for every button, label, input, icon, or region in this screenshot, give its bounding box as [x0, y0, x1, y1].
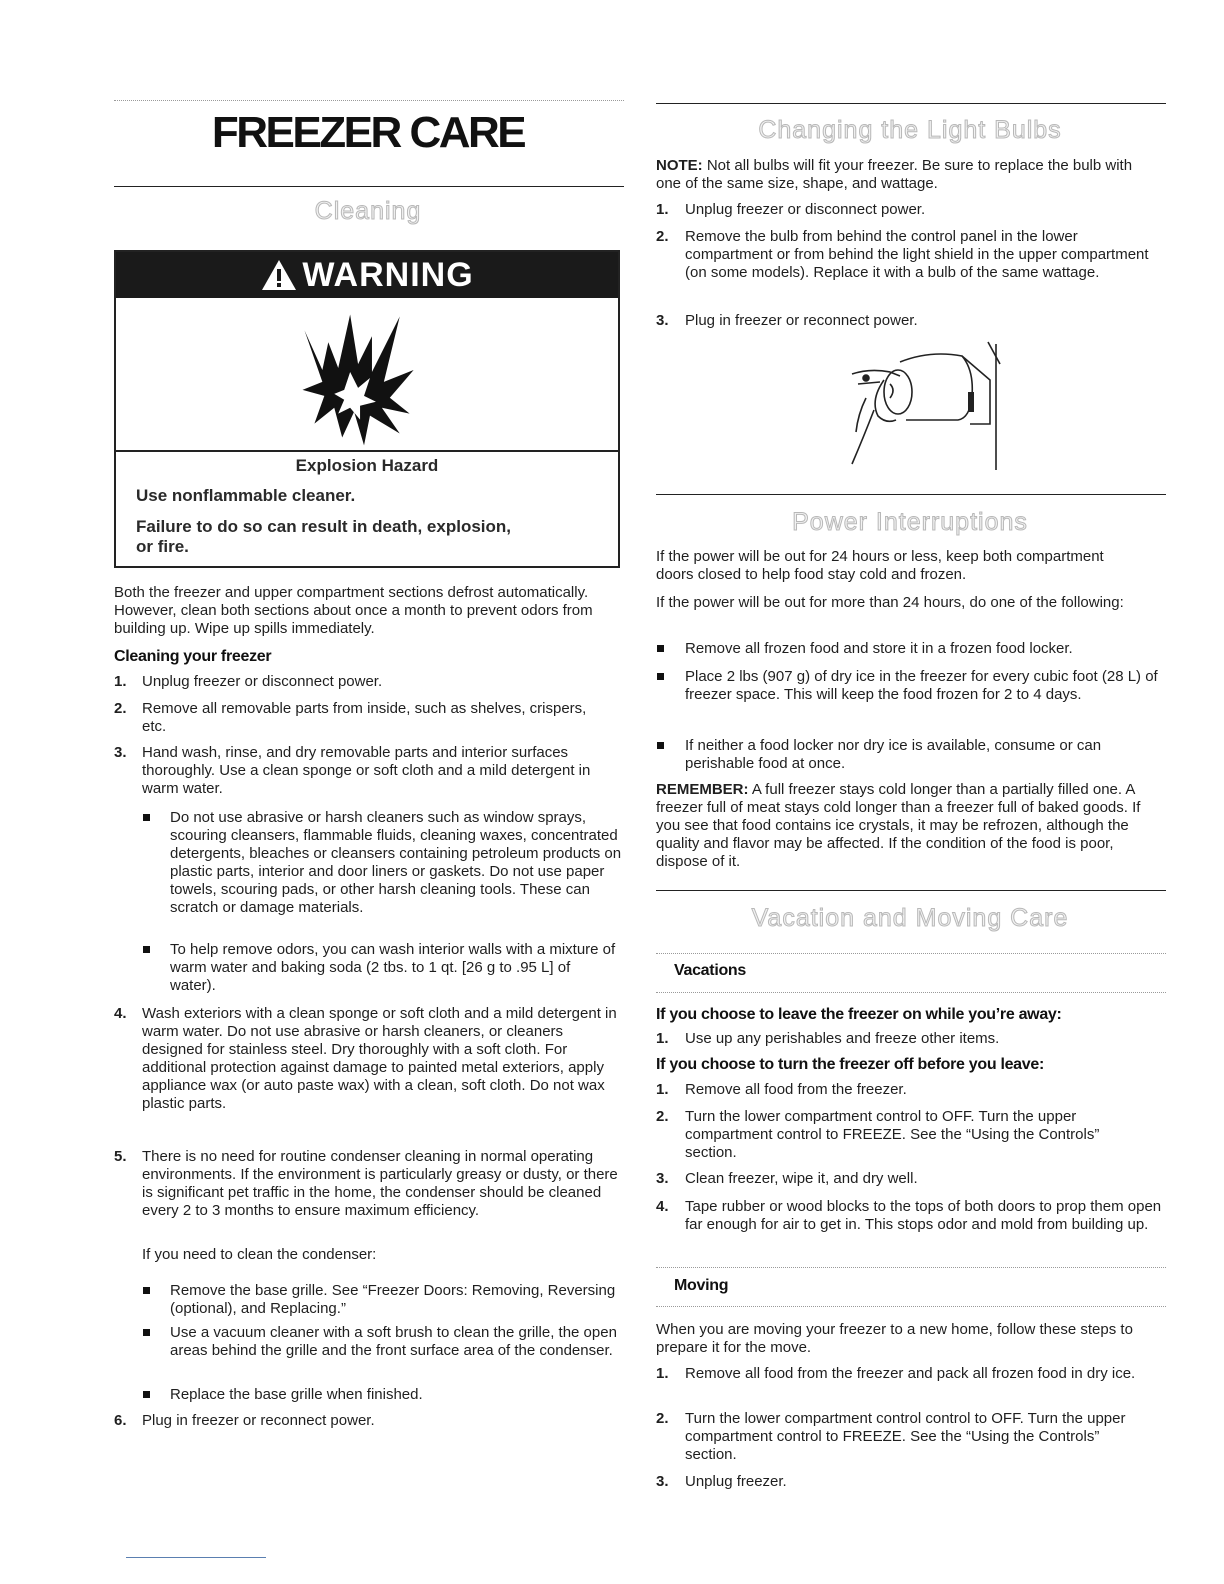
bullet — [143, 814, 150, 821]
dotted-rule — [656, 953, 1166, 954]
bullet — [657, 673, 664, 680]
cleaning-step-3-bullet-1: Do not use abrasive or harsh cleaners such as window sprays, scouring cleansers, flammable fluids, cleaning waxes, concentrated detergents, bleaches or cleansers containing petroleum products on plastic parts, interior and door liners or gaskets. Do not use paper towels, scouring pads, or other harsh cleaning tools. These can scratch or damage materials. — [170, 809, 622, 916]
warning-label: WARNING — [302, 255, 474, 294]
power-paragraph-2: If the power will be out for more than 24 hours, do one of the following: — [656, 594, 1124, 611]
moving-step-3: Unplug freezer. — [685, 1473, 787, 1490]
step-number: 2. — [656, 1108, 669, 1125]
moving-step-2: Turn the lower compartment control control to OFF. Turn the upper compartment control to FREEZE. See the “Using the Controls” section. — [685, 1410, 1126, 1463]
warning-triangle-icon — [260, 258, 298, 292]
subheading-cleaning-freezer: Cleaning your freezer — [114, 648, 272, 665]
bullet — [657, 645, 664, 652]
bullet — [143, 946, 150, 953]
light-bulb-illustration — [830, 340, 1030, 474]
bullet — [143, 1391, 150, 1398]
bulbs-rule — [656, 103, 1166, 104]
footer-rule — [126, 1557, 266, 1558]
dotted-rule — [656, 992, 1166, 993]
leave-on-step-1: Use up any perishables and freeze other items. — [685, 1030, 1000, 1047]
note-text: Not all bulbs will fit your freezer. Be sure to replace the bulb with one of the same size, shape, and wattage. — [656, 157, 1133, 192]
step-number: 1. — [114, 673, 127, 690]
section-heading-vacation: Vacation and Moving Care — [751, 904, 1069, 932]
step-number: 5. — [114, 1148, 127, 1165]
dotted-rule — [656, 1306, 1166, 1307]
moving-intro: When you are moving your freezer to a new home, follow these steps to prepare it for the move. — [656, 1321, 1133, 1356]
dotted-rule — [656, 1267, 1166, 1268]
step-number: 4. — [656, 1198, 669, 1215]
section-heading-light-bulbs: Changing the Light Bulbs — [758, 116, 1062, 144]
step-number: 1. — [656, 1081, 669, 1098]
cleaning-step-3: Hand wash, rinse, and dry removable parts and interior surfaces thoroughly. Use a clean sponge or soft cloth and a mild detergent in warm water. — [142, 744, 591, 797]
turn-off-step-4: Tape rubber or wood blocks to the tops of both doors to prop them open far enough for air to get in. This stops odor and mold from building up. — [685, 1198, 1162, 1233]
subheading-vacations: Vacations — [674, 962, 747, 979]
heading-turn-off: If you choose to turn the freezer off before you leave: — [656, 1056, 1045, 1073]
warning-bar — [116, 252, 618, 298]
subheading-moving: Moving — [674, 1277, 729, 1294]
power-rule — [656, 494, 1166, 495]
hazard-instruction: Use nonflammable cleaner. — [136, 486, 356, 505]
bullet — [657, 742, 664, 749]
step-number: 4. — [114, 1005, 127, 1022]
moving-step-1: Remove all food from the freezer and pack all frozen food in dry ice. — [685, 1365, 1136, 1382]
cleaning-step-6: Plug in freezer or reconnect power. — [142, 1412, 375, 1429]
bulb-step-1: Unplug freezer or disconnect power. — [685, 201, 926, 218]
cleaning-intro: Both the freezer and upper compartment sections defrost automatically. However, clean both sections about once a month to prevent odors from building up. Wipe up spills immediately. — [114, 584, 593, 637]
power-option-2: Place 2 lbs (907 g) of dry ice in the freezer for every cubic foot (28 L) of freezer space. This will keep the food frozen for 2 to 4 days. — [685, 668, 1158, 703]
power-option-3: If neither a food locker nor dry ice is available, consume or can perishable food at once. — [685, 737, 1102, 772]
step-number: 2. — [114, 700, 127, 717]
page-title: FREEZER CARE — [211, 108, 525, 157]
cleaning-step-4: Wash exteriors with a clean sponge or soft cloth and a mild detergent in warm water. Do not use abrasive or harsh cleaners, or cleaners designed for stainless steel. Dry thoroughly with a soft cloth. For additional protection against damage to painted metal exteriors, apply appliance wax (or auto paste wax) with a clean, soft cloth. Do not wax plastic parts. — [142, 1005, 617, 1112]
power-paragraph-1: If the power will be out for 24 hours or less, keep both compartment doors closed to help food stay cold and frozen. — [656, 548, 1104, 583]
bulb-step-2: Remove the bulb from behind the control panel in the lower compartment or from behind the light shield in the upper compartment (on some models). Replace it with a bulb of the same wattage. — [685, 228, 1149, 281]
warning-separator — [116, 450, 618, 452]
step-number: 3. — [114, 744, 127, 761]
step-number: 1. — [656, 1030, 669, 1047]
bulb-step-3: Plug in freezer or reconnect power. — [685, 312, 918, 329]
step-number: 3. — [656, 312, 669, 329]
section-heading-power: Power Interruptions — [792, 508, 1028, 536]
explosion-icon — [116, 298, 618, 450]
vacation-rule — [656, 890, 1166, 891]
turn-off-step-3: Clean freezer, wipe it, and dry well. — [685, 1170, 918, 1187]
step-number: 1. — [656, 1365, 669, 1382]
bullet — [143, 1329, 150, 1336]
step-number: 6. — [114, 1412, 127, 1429]
cleaning-step-2: Remove all removable parts from inside, such as shelves, crispers, etc. — [142, 700, 587, 735]
hazard-consequence-line2: or fire. — [136, 537, 189, 556]
turn-off-step-1: Remove all food from the freezer. — [685, 1081, 907, 1098]
cleaning-step-5-bullet-3: Replace the base grille when finished. — [170, 1386, 423, 1403]
note-label: NOTE: — [656, 157, 703, 174]
warning-box — [114, 250, 620, 568]
top-rule — [114, 100, 624, 101]
step-number: 3. — [656, 1473, 669, 1490]
bulb-note — [656, 157, 1146, 193]
cleaning-step-3-bullet-2: To help remove odors, you can wash interior walls with a mixture of warm water and baking soda (2 tbs. to 1 qt. [26 g to .95 L] of water). — [170, 941, 616, 994]
heading-leave-on: If you choose to leave the freezer on while you’re away: — [656, 1006, 1062, 1023]
cleaning-step-5-bullet-2: Use a vacuum cleaner with a soft brush to clean the grille, the open areas behind the grille and the front surface area of the condenser. — [170, 1324, 617, 1359]
hazard-title: Explosion Hazard — [295, 456, 439, 475]
remember-text: A full freezer stays cold longer than a partially filled one. A freezer full of meat stays cold longer than a freezer full of baked goods. If you see that food contains ice crystals, it may be refrozen, although the quality and flavor may be affected. If the condition of the food is poor, dispose of it. — [656, 781, 1141, 870]
remember-label: REMEMBER: — [656, 781, 749, 798]
cleaning-step-5-note: If you need to clean the condenser: — [142, 1246, 377, 1263]
step-number: 2. — [656, 1410, 669, 1427]
title-rule — [114, 186, 624, 187]
remember-note — [656, 781, 1166, 871]
section-heading-cleaning: Cleaning — [314, 197, 422, 225]
hazard-consequence-line1: Failure to do so can result in death, explosion, — [136, 517, 512, 536]
cleaning-step-1: Unplug freezer or disconnect power. — [142, 673, 383, 690]
turn-off-step-2: Turn the lower compartment control to OFF. Turn the upper compartment control to FREEZE. See the “Using the Controls” section. — [685, 1108, 1100, 1161]
cleaning-step-5-bullet-1: Remove the base grille. See “Freezer Doors: Removing, Reversing (optional), and Replacing.” — [170, 1282, 616, 1317]
bullet — [143, 1287, 150, 1294]
cleaning-step-5: There is no need for routine condenser cleaning in normal operating environments. If the environment is particularly greasy or dusty, or there is significant pet traffic in the home, the condenser should be cleaned every 2 to 3 months to ensure maximum efficiency. — [142, 1148, 618, 1219]
step-number: 1. — [656, 201, 669, 218]
step-number: 2. — [656, 228, 669, 245]
power-option-1: Remove all frozen food and store it in a frozen food locker. — [685, 640, 1073, 657]
step-number: 3. — [656, 1170, 669, 1187]
